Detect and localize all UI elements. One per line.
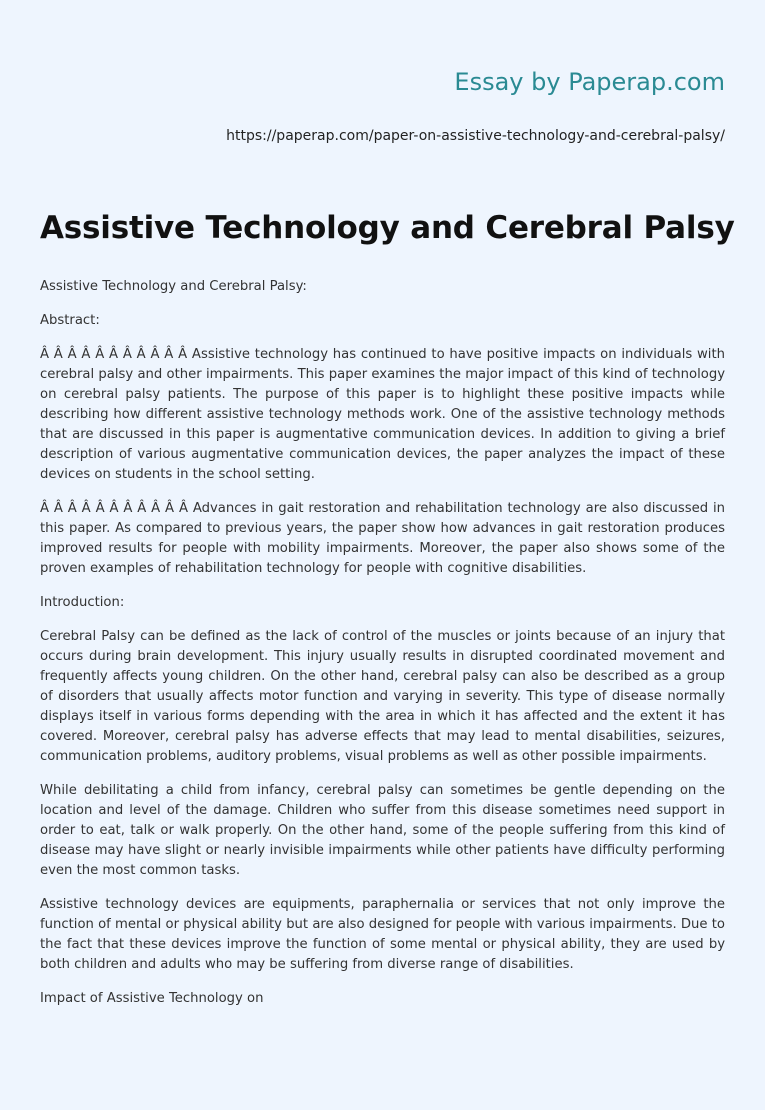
introduction-paragraph-2: While debilitating a child from infancy, cerebral palsy can sometimes be gentle depending on the location and level of the damage. Children who suffer from this disease sometimes need support in order to eat, talk or walk properly. On the other hand, some of the people suffering from this kind of disease may have slight or nearly invisible impairments while other patients have difficulty performing even the most common tasks. xyxy=(40,783,725,878)
source-url-link[interactable]: https://paperap.com/paper-on-assistive-technology-and-cerebral-palsy/ xyxy=(226,128,725,144)
section-heading: Impact of Assistive Technology on xyxy=(40,991,264,1006)
introduction-paragraph-3: Assistive technology devices are equipments, paraphernalia or services that not only improve the function of mental or physical ability but are also designed for people with various impairments. Due to the fact that these devices improve the function of some mental or physical ability, they are used by both children and adults who may be suffering from diverse range of disabilities. xyxy=(40,897,725,972)
brand-link[interactable]: Essay by Paperap.com xyxy=(454,68,725,96)
introduction-paragraph-1: Cerebral Palsy can be defined as the lack of control of the muscles or joints because of an injury that occurs during brain development. This injury usually results in disrupted coordinated movement and frequently affects young children. On the other hand, cerebral palsy can also be described as a group of disorders that usually affects motor function and varying in severity. This type of disease normally displays itself in various forms depending with the area in which it has affected and the extent it has covered. Moreover, cerebral palsy has adverse effects that may lead to mental disabilities, seizures, communication problems, auditory problems, visual problems as well as other possible impairments. xyxy=(40,629,725,764)
introduction-label: Introduction: xyxy=(40,595,125,610)
abstract-paragraph-1: Â Â Â Â Â Â Â Â Â Â Â Assistive technology has continued to have positive impacts on individuals with cerebral palsy and other impairments. This paper examines the major impact of this kind of technology on cerebral palsy patients. The purpose of this paper is to highlight these positive impacts while describing how different assistive technology methods work. One of the assistive technology methods that are discussed in this paper is augmentative communication devices. In addition to giving a brief description of various augmentative communication devices, the paper analyzes the impact of these devices on students in the school setting. xyxy=(40,347,725,482)
abstract-label: Abstract: xyxy=(40,313,100,328)
abstract-paragraph-2: Â Â Â Â Â Â Â Â Â Â Â Advances in gait restoration and rehabilitation technology are also discussed in this paper. As compared to previous years, the paper show how advances in gait restoration produces improved results for people with mobility impairments. Moreover, the paper also shows some of the proven examples of rehabilitation technology for people with cognitive disabilities. xyxy=(40,501,725,576)
essay-body xyxy=(40,277,725,1023)
heading-paragraph: Assistive Technology and Cerebral Palsy: xyxy=(40,279,307,294)
essay-title: Assistive Technology and Cerebral Palsy xyxy=(40,210,735,246)
